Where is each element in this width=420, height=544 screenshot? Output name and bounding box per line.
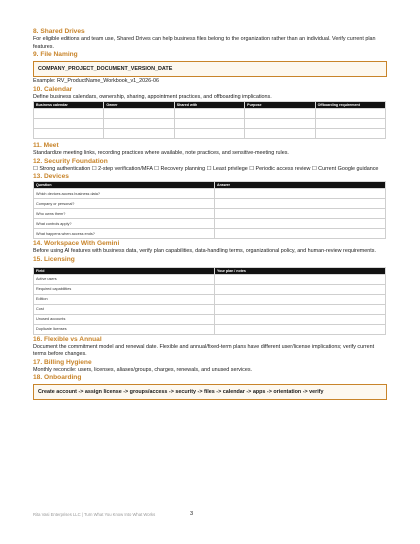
security-checklist: ☐ Strong authentication ☐ 2-step verification/MFA ☐ Recovery planning ☐ Least privilege ☐ Periodic access review ☐ Current Google guidance [33, 165, 379, 172]
table-header-cell: Offboarding requirement [315, 102, 385, 109]
table-header-cell: Your plan / notes [215, 267, 386, 274]
section-heading-flexible-annual: 16. Flexible vs Annual [33, 335, 102, 343]
table-cell[interactable] [174, 129, 244, 139]
table-cell[interactable] [34, 129, 104, 139]
page-number: 3 [190, 511, 194, 517]
table-cell[interactable] [245, 119, 315, 129]
table-header-cell: Shared with [174, 102, 244, 109]
answer-cell[interactable] [215, 189, 386, 199]
table-row [34, 209, 386, 219]
table-row [34, 189, 386, 199]
notes-cell[interactable] [215, 274, 386, 284]
table-header-row [34, 182, 386, 189]
section-heading-file-naming: 9. File Naming [33, 51, 78, 58]
section-heading-shared-drives: 8. Shared Drives [33, 28, 85, 35]
table-cell: Required capabilities [34, 284, 215, 294]
section-heading-meet: 11. Meet [33, 142, 59, 149]
table-row [34, 129, 386, 139]
table-cell: Who owns them? [34, 209, 215, 219]
table-row [34, 219, 386, 229]
table-row [34, 284, 386, 294]
notes-cell[interactable] [215, 314, 386, 324]
table-cell[interactable] [245, 109, 315, 119]
table-row [34, 119, 386, 129]
table-header-row [34, 267, 386, 274]
notes-cell[interactable] [215, 324, 386, 334]
section-heading-workspace-gemini: 14. Workspace With Gemini [33, 240, 120, 247]
table-cell: Which devices access business data? [34, 189, 215, 199]
table-header-cell: Owner [104, 102, 174, 109]
section-heading-onboarding: 18. Onboarding [33, 374, 82, 381]
answer-cell[interactable] [215, 209, 386, 219]
table-cell[interactable] [34, 119, 104, 129]
table-cell[interactable] [104, 109, 174, 119]
answer-cell[interactable] [215, 199, 386, 209]
table-cell: Company or personal? [34, 199, 215, 209]
table-cell: What happens when access ends? [34, 229, 215, 239]
file-naming-example: Example: RV_ProductName_Workbook_v1_2026-06 [33, 78, 159, 84]
table-header-cell: Purpose [245, 102, 315, 109]
licensing-table [33, 267, 386, 335]
table-row [34, 229, 386, 239]
table-cell: Edition [34, 294, 215, 304]
table-cell: Duplicate licenses [34, 324, 215, 334]
section-heading-security-foundation: 12. Security Foundation [33, 157, 108, 165]
table-row [34, 199, 386, 209]
table-header-row [34, 102, 386, 109]
answer-cell[interactable] [215, 219, 386, 229]
table-cell[interactable] [315, 119, 385, 129]
section-body-shared-drives: For eligible editions and team use, Shared Drives can help business files belong to the organization rather than an individual. Verify current plan features. [33, 36, 376, 50]
table-cell[interactable] [104, 129, 174, 139]
devices-table [33, 181, 386, 239]
section-heading-billing-hygiene: 17. Billing Hygiene [33, 358, 92, 366]
section-heading-devices: 13. Devices [33, 173, 69, 180]
table-row [34, 314, 386, 324]
table-cell[interactable] [174, 119, 244, 129]
notes-cell[interactable] [215, 294, 386, 304]
section-body-meet: Standardize meeting links, recording practices where available, note practices, and sensitive-meeting rules. [33, 150, 289, 156]
table-cell: Cost [34, 304, 215, 314]
table-cell: Active users [34, 274, 215, 284]
table-cell[interactable] [245, 129, 315, 139]
table-cell[interactable] [104, 119, 174, 129]
calendar-table [33, 101, 386, 139]
section-body-workspace-gemini: Before using AI features with business data, verify plan capabilities, data-handling terms, organizational policy, and human-review requirements. [33, 248, 376, 254]
table-cell[interactable] [315, 129, 385, 139]
table-row [34, 294, 386, 304]
table-row [34, 109, 386, 119]
table-header-cell: Answer [215, 182, 386, 189]
answer-cell[interactable] [215, 229, 386, 239]
table-header-cell: Field [34, 267, 215, 274]
notes-cell[interactable] [215, 284, 386, 294]
table-row [34, 324, 386, 334]
table-header-cell: Business calendar [34, 102, 104, 109]
table-row [34, 304, 386, 314]
page-footer: Rita Vasi Enterprises LLC | Turn What You Know Into What Works [33, 512, 156, 517]
table-row [34, 274, 386, 284]
section-body-flexible-annual: Document the commitment model and renewal date. Flexible and annual/fixed-term plans have different user/license implications; verify current terms before changes. [33, 343, 375, 357]
section-heading-calendar: 10. Calendar [33, 85, 73, 93]
table-cell: Unused accounts [34, 314, 215, 324]
section-body-billing-hygiene: Monthly reconcile: users, licenses, aliases/groups, charges, renewals, and unused services. [33, 366, 253, 373]
section-heading-licensing: 15. Licensing [33, 255, 75, 263]
table-cell[interactable] [34, 109, 104, 119]
onboarding-flow-box: Create account -> assign license -> groups/access -> security -> files -> calendar -> apps -> orientation -> verify [33, 384, 387, 400]
table-cell[interactable] [174, 109, 244, 119]
table-header-cell: Question [34, 182, 215, 189]
table-cell[interactable] [315, 109, 385, 119]
file-naming-pattern-box: COMPANY_PROJECT_DOCUMENT_VERSION_DATE [33, 61, 387, 77]
section-body-calendar: Define business calendars, ownership, sharing, appointment practices, and offboarding implications. [33, 93, 272, 100]
table-cell: What controls apply? [34, 219, 215, 229]
notes-cell[interactable] [215, 304, 386, 314]
